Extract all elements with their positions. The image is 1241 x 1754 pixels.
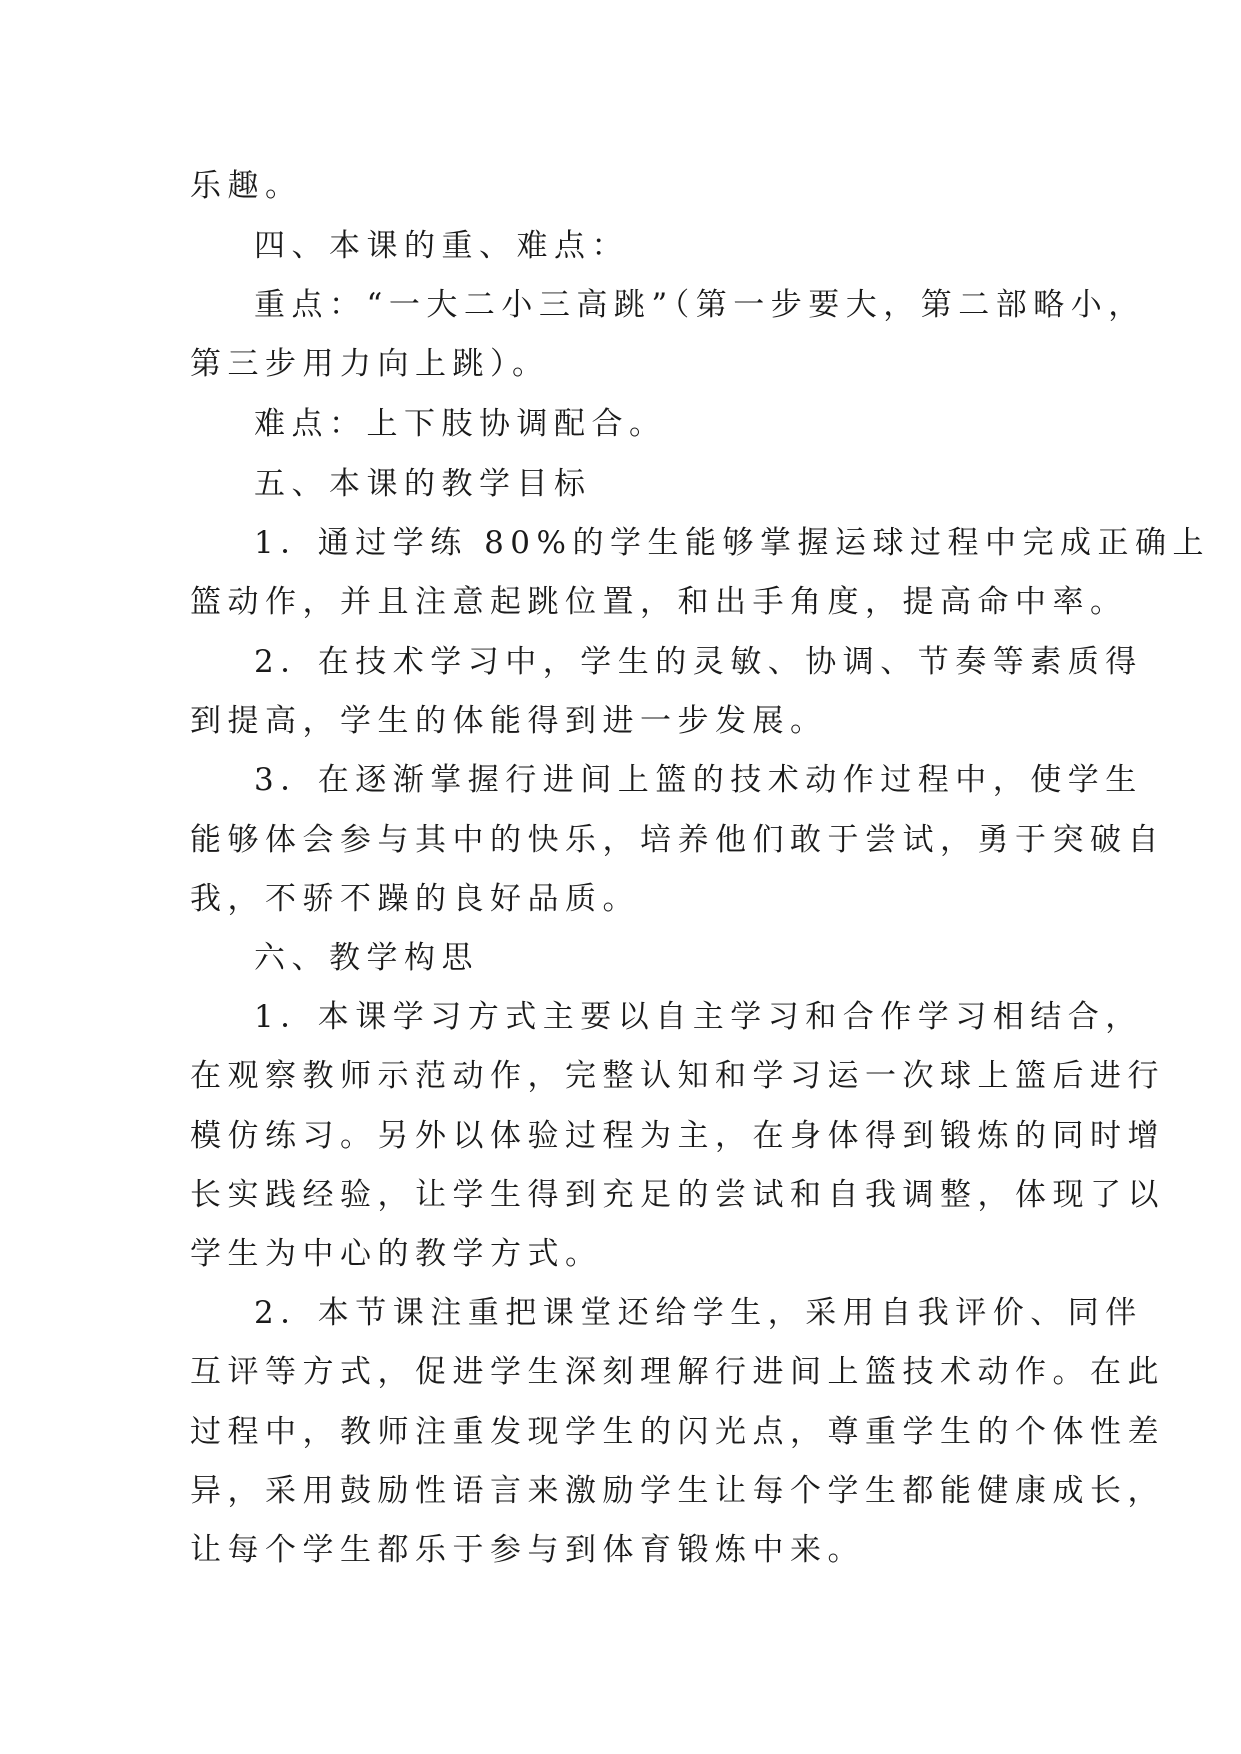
text-line: 重点：“一大二小三高跳”（第一步要大，第二部略小， (254, 287, 1146, 323)
text-line: 我，不骄不躁的良好品质。 (190, 881, 640, 917)
section-heading: 四、本课的重、难点： (254, 228, 629, 264)
text-line: 互评等方式，促进学生深刻理解行进间上篮技术动作。在此 (190, 1354, 1165, 1390)
text-line: 异，采用鼓励性语言来激励学生让每个学生都能健康成长， (190, 1473, 1165, 1509)
text-line: 在观察教师示范动作，完整认知和学习运一次球上篮后进行 (190, 1058, 1165, 1094)
text-line: 学生为中心的教学方式。 (190, 1236, 603, 1272)
text-line: 过程中，教师注重发现学生的闪光点，尊重学生的个体性差 (190, 1414, 1165, 1450)
text-line: 第三步用力向上跳）。 (190, 346, 550, 382)
text-line: 难点：上下肢协调配合。 (254, 406, 667, 442)
text-line: 2．在技术学习中，学生的灵敏、协调、节奏等素质得 (254, 644, 1143, 680)
text-line: 模仿练习。另外以体验过程为主，在身体得到锻炼的同时增 (190, 1118, 1165, 1154)
section-heading: 五、本课的教学目标 (254, 466, 592, 502)
text-line: 乐趣。 (190, 168, 303, 204)
text-line: 到提高，学生的体能得到进一步发展。 (190, 703, 828, 739)
text-line: 能够体会参与其中的快乐，培养他们敢于尝试，勇于突破自 (190, 822, 1165, 858)
text-line: 让每个学生都乐于参与到体育锻炼中来。 (190, 1532, 865, 1568)
section-heading: 六、教学构思 (254, 940, 479, 976)
text-line: 3．在逐渐掌握行进间上篮的技术动作过程中，使学生 (254, 762, 1143, 798)
text-line: 长实践经验，让学生得到充足的尝试和自我调整，体现了以 (190, 1177, 1165, 1213)
text-line: 篮动作，并且注意起跳位置，和出手角度，提高命中率。 (190, 584, 1128, 620)
text-line: 1．通过学练 80%的学生能够掌握运球过程中完成正确上 (254, 525, 1210, 561)
text-line: 2．本节课注重把课堂还给学生，采用自我评价、同伴 (254, 1295, 1143, 1331)
text-line: 1．本课学习方式主要以自主学习和合作学习相结合， (254, 999, 1143, 1035)
